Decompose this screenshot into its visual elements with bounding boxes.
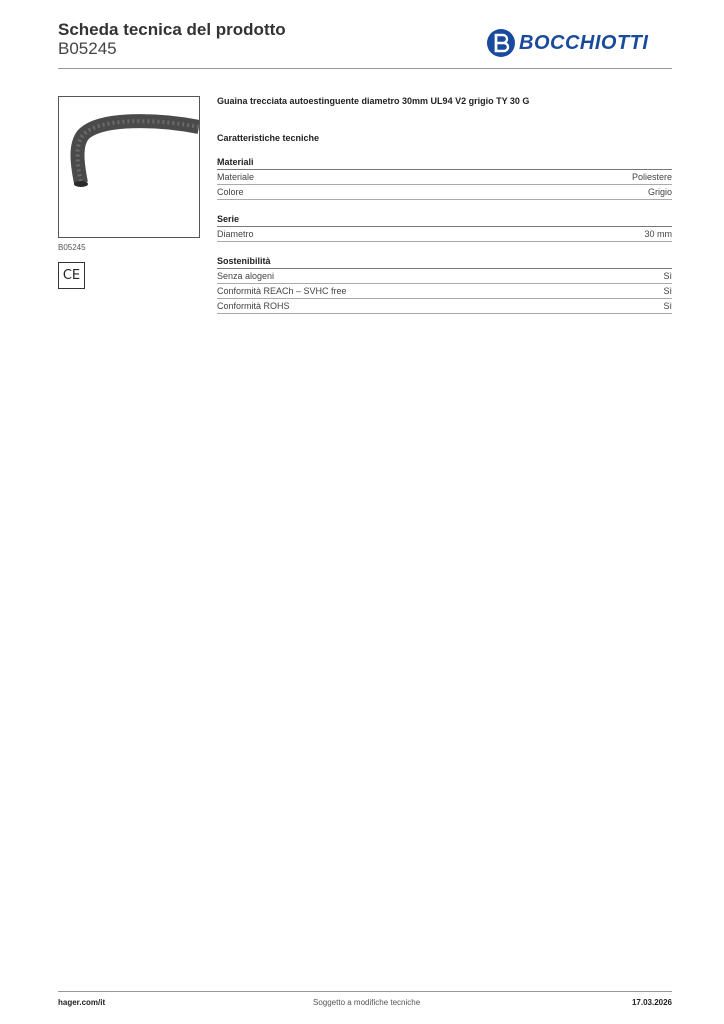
spec-value: 30 mm — [644, 229, 672, 239]
footer-website-link[interactable]: hager.com/it — [58, 998, 106, 1007]
spec-value: Grigio — [647, 187, 672, 197]
braided-sleeve-picture — [59, 97, 199, 237]
image-caption: B05245 — [58, 243, 86, 252]
brand-logo — [486, 28, 648, 58]
spec-label: Conformità REACh – SVHC free — [217, 286, 347, 296]
product-code: B05245 — [58, 39, 117, 58]
spec-group-serie — [217, 214, 672, 242]
spec-label: Materiale — [217, 172, 255, 182]
spec-row — [217, 227, 672, 242]
page-title: Scheda tecnica del prodotto — [58, 20, 286, 39]
product-image — [58, 96, 200, 238]
spec-value: Sì — [663, 271, 672, 281]
spec-group-sostenibilita — [217, 256, 672, 314]
spec-label: Diametro — [217, 229, 254, 239]
brand-name: BOCCHIOTTI — [519, 31, 649, 54]
spec-label: Senza alogeni — [217, 271, 275, 281]
spec-row — [217, 299, 672, 314]
footer-divider — [58, 991, 672, 992]
spec-row — [217, 170, 672, 185]
section-heading: Caratteristiche tecniche — [217, 133, 320, 143]
spec-value: Sì — [663, 286, 672, 296]
ce-mark-icon: CE — [58, 262, 85, 289]
product-title: Guaina trecciata autoestinguente diametro 30mm UL94 V2 grigio TY 30 G — [217, 96, 530, 106]
spec-row — [217, 269, 672, 284]
spec-value: Poliestere — [631, 172, 672, 182]
bocchiotti-logo-icon — [486, 28, 516, 58]
spec-value: Sì — [663, 301, 672, 311]
footer-date: 17.03.2026 — [631, 998, 672, 1007]
spec-label: Conformità ROHS — [217, 301, 290, 311]
spec-label: Colore — [217, 187, 244, 197]
spec-group-materiali — [217, 157, 672, 200]
product-details — [217, 96, 672, 318]
header-divider — [58, 68, 672, 69]
spec-row — [217, 284, 672, 299]
spec-row — [217, 185, 672, 200]
spec-group-title: Materiali — [217, 157, 672, 170]
footer-notice: Soggetto a modifiche tecniche — [313, 998, 421, 1007]
spec-group-title: Serie — [217, 214, 672, 227]
spec-group-title: Sostenibilità — [217, 256, 672, 269]
